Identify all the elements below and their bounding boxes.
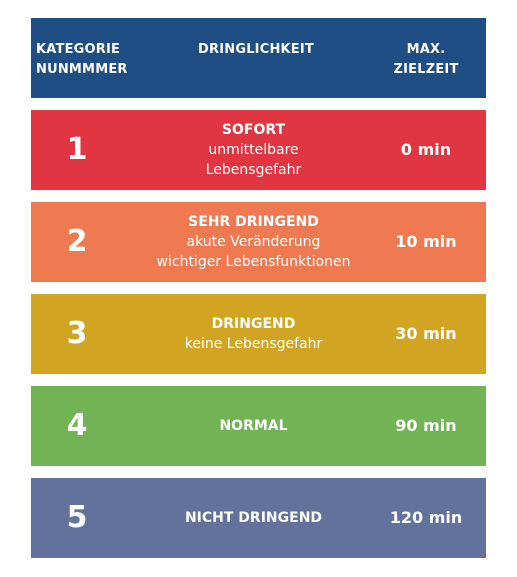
urgency-detail-line1: keine Lebensgefahr <box>184 336 323 352</box>
category-number: 3 <box>66 316 88 351</box>
category-number: 5 <box>66 500 88 535</box>
urgency-title: SEHR DRINGEND <box>188 214 319 230</box>
table-header <box>31 18 486 98</box>
header-category <box>36 40 156 80</box>
header-max-time <box>366 40 486 80</box>
max-target-time: 30 min <box>395 324 457 343</box>
category-row-4 <box>31 386 486 466</box>
header-category-line1: KATEGORIE <box>36 42 121 57</box>
header-time-line1: MAX. <box>406 42 446 57</box>
category-description <box>121 478 386 558</box>
header-category-line2: NUNMMMER <box>36 62 128 77</box>
urgency-detail-line2: wichtiger Lebensfunktionen <box>156 254 351 270</box>
category-row-5 <box>31 478 486 558</box>
category-number: 4 <box>66 408 88 443</box>
urgency-title: NORMAL <box>219 418 288 434</box>
urgency-detail-line1: akute Veränderung <box>186 234 321 250</box>
category-row-2 <box>31 202 486 282</box>
category-number: 1 <box>66 132 88 167</box>
urgency-detail-line1: unmittelbare <box>208 142 299 158</box>
category-number: 2 <box>66 224 88 259</box>
category-description <box>121 110 386 190</box>
category-row-3 <box>31 294 486 374</box>
category-row-1 <box>31 110 486 190</box>
urgency-title: DRINGEND <box>211 316 296 332</box>
urgency-title: SOFORT <box>221 122 286 138</box>
category-description <box>121 294 386 374</box>
header-urgency: DRINGLICHKEIT <box>198 42 314 57</box>
max-target-time: 120 min <box>389 508 463 527</box>
urgency-detail-line2: Lebensgefahr <box>205 162 302 178</box>
urgency-title: NICHT DRINGEND <box>184 510 323 526</box>
header-time-line2: ZIELZEIT <box>393 62 459 77</box>
max-target-time: 0 min <box>400 140 452 159</box>
category-description <box>121 386 386 466</box>
max-target-time: 90 min <box>395 416 457 435</box>
max-target-time: 10 min <box>395 232 457 251</box>
category-description <box>121 202 386 282</box>
